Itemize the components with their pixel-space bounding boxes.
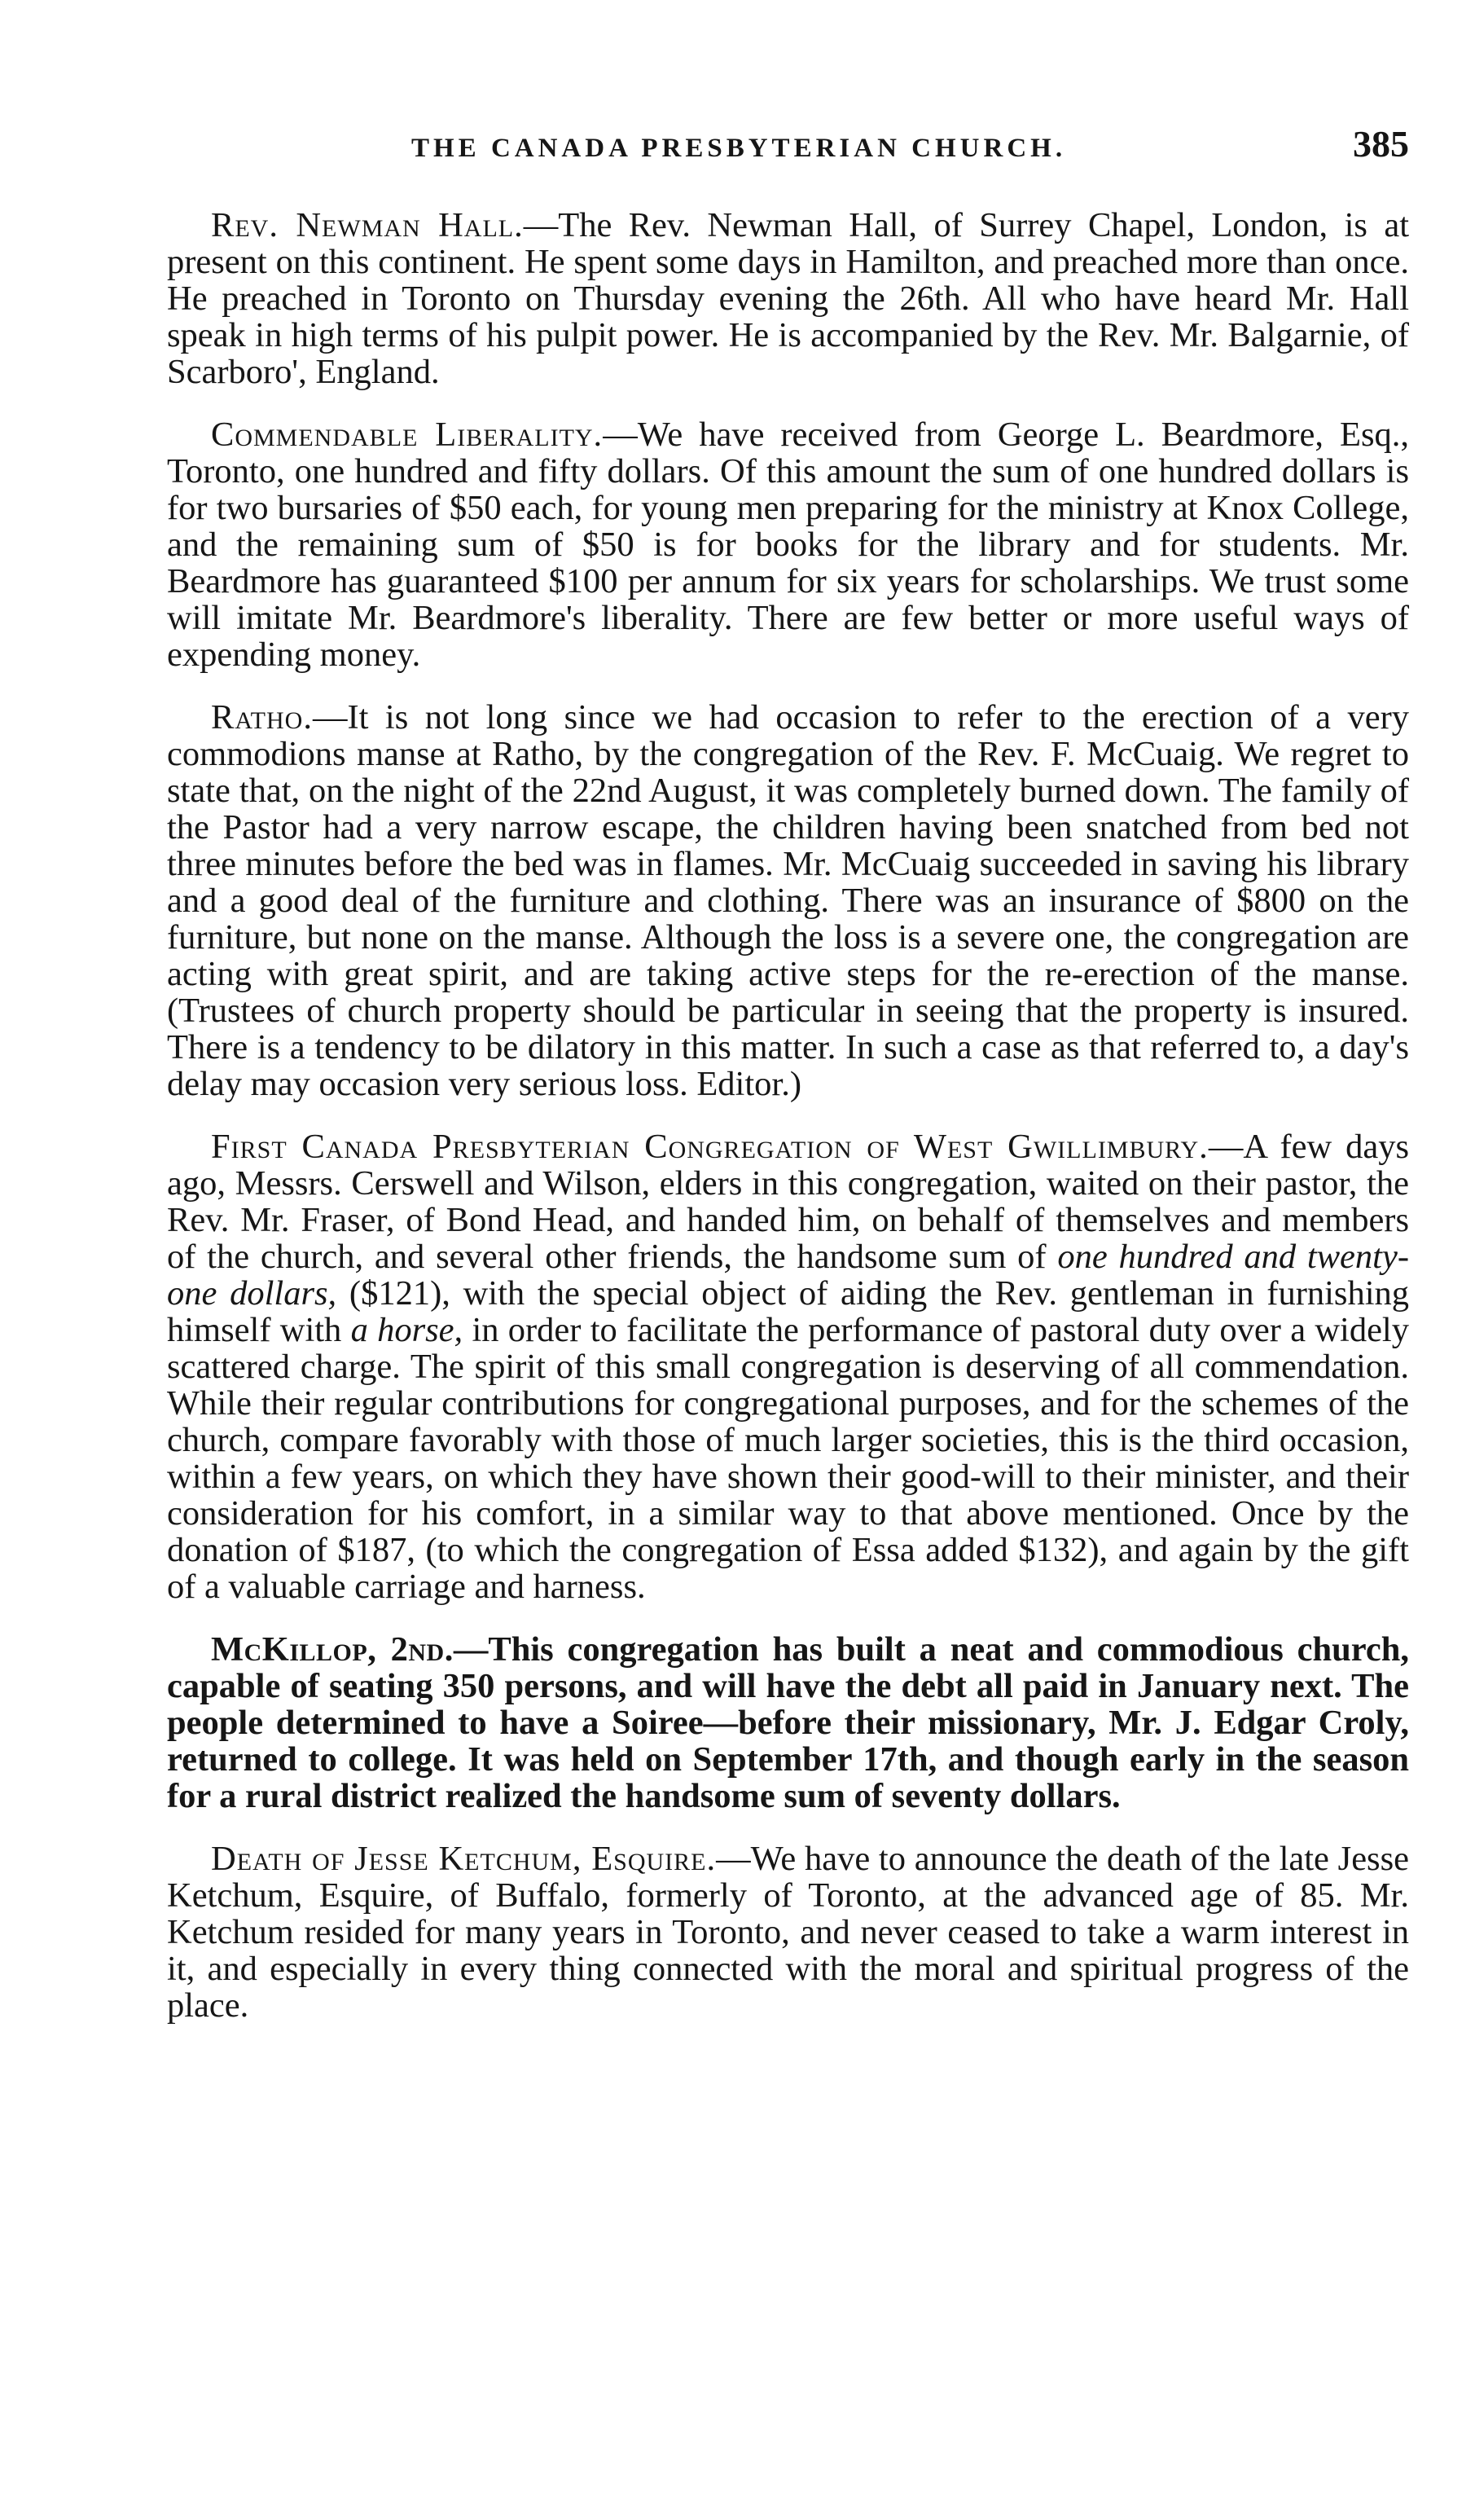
article-body: —It is not long since we had occasion to refer to the erection of a very commodions manse at Ratho, by the congregation of the Rev. F. McCuaig. We regret to state that, on the night of the 22nd August, it was completely burned down. The family of the Pastor had a very narrow escape, the children having been snatched from bed not three minutes before the bed was in flames. Mr. McCuaig succeeded in saving his library and a good deal of the furniture and clothing. There was an insurance of $800 on the furniture, but none on the manse. Although the loss is a severe one, the congregation are acting with great spirit, and are taking active steps for the re-erection of the manse. (Trustees of church property should be particular in seeing that the property is insured. There is a tendency to be dilatory in this matter. In such a case as that referred to, a day's delay may occasion very serious loss. Editor.) (167, 698, 1409, 1103)
article-ratho (167, 699, 1409, 1102)
article-body-italic: a horse, (350, 1311, 463, 1349)
article-body: —This congregation has built a neat and commodious church, capable of seating 350 persons, and will have the debt all paid in January next. The people determined to have a Soiree—before their missionary, Mr. J. Edgar Croly, returned to college. It was held on September 17th, and though early in the season for a rural district realized the handsome sum of seventy dollars. (167, 1630, 1409, 1815)
page-number: 385 (1353, 123, 1409, 165)
article-body: in order to facilitate the performance of pastoral duty over a widely scattered charge. The spirit of this small congregation is deserving of all commendation. While their regular contributions for congregational purposes, and for the schemes of the church, compare favorably with those of much larger societies, this is the third occasion, within a few years, on which they have shown their good-will to their minister, and their consideration for his comfort, in a similar way to that above mentioned. Once by the donation of $187, (to which the congregation of Essa added $132), and again by the gift of a valuable carriage and harness. (167, 1311, 1409, 1606)
article-newman-hall (167, 207, 1409, 390)
article-body-italic: one hundred and twenty-one dollars, (167, 1238, 1409, 1313)
article-heading: Ratho. (211, 698, 313, 737)
article-jesse-ketchum (167, 1841, 1409, 2024)
running-title: THE CANADA PRESBYTERIAN CHURCH. (411, 134, 1067, 163)
article-heading: Commendable Liberality. (211, 416, 604, 454)
article-west-gwillimbury (167, 1128, 1409, 1605)
page-header (167, 122, 1409, 179)
article-body: —The Rev. Newman Hall, of Surrey Chapel, London, is at present on this continent. He spent some days in Hamilton, and preached more than once. He preached in Toronto on Thursday evening the 26th. All who have heard Mr. Hall speak in high terms of his pulpit power. He is accompanied by the Rev. Mr. Balgarnie, of Scarboro', England. (167, 206, 1409, 391)
article-body: ($121), with the special object of aiding the Rev. gentleman in furnishing himself with (167, 1274, 1409, 1349)
article-mckillop (167, 1631, 1409, 1814)
page (167, 122, 1409, 2050)
article-commendable-liberality (167, 416, 1409, 673)
article-heading: Rev. Newman Hall. (211, 206, 524, 244)
article-body: —We have received from George L. Beardmore, Esq., Toronto, one hundred and fifty dollars. Of this amount the sum of one hundred dollars is for two bursaries of $50 each, for young men preparing for the ministry at Knox College, and the remaining sum of $50 is for books for the library and for students. Mr. Beardmore has guaranteed $100 per annum for six years for scholarships. We trust some will imitate Mr. Beardmore's liberality. There are few better or more useful ways of expending money. (167, 416, 1409, 674)
article-heading: First Canada Presbyterian Congregation of West Gwillimbury. (211, 1128, 1209, 1166)
article-heading: McKillop, 2nd. (211, 1630, 454, 1669)
article-body: —We have to announce the death of the late Jesse Ketchum, Esquire, of Buffalo, formerly of Toronto, at the advanced age of 85. Mr. Ketchum resided for many years in Toronto, and never ceased to take a warm interest in it, and especially in every thing connected with the moral and spiritual progress of the place. (167, 1840, 1409, 2025)
article-body: —A few days ago, Messrs. Cerswell and Wilson, elders in this congregation, waited on their pastor, the Rev. Mr. Fraser, of Bond Head, and handed him, on behalf of themselves and members of the church, and several other friends, the handsome sum of (167, 1128, 1409, 1276)
article-heading: Death of Jesse Ketchum, Esquire. (211, 1840, 717, 1878)
